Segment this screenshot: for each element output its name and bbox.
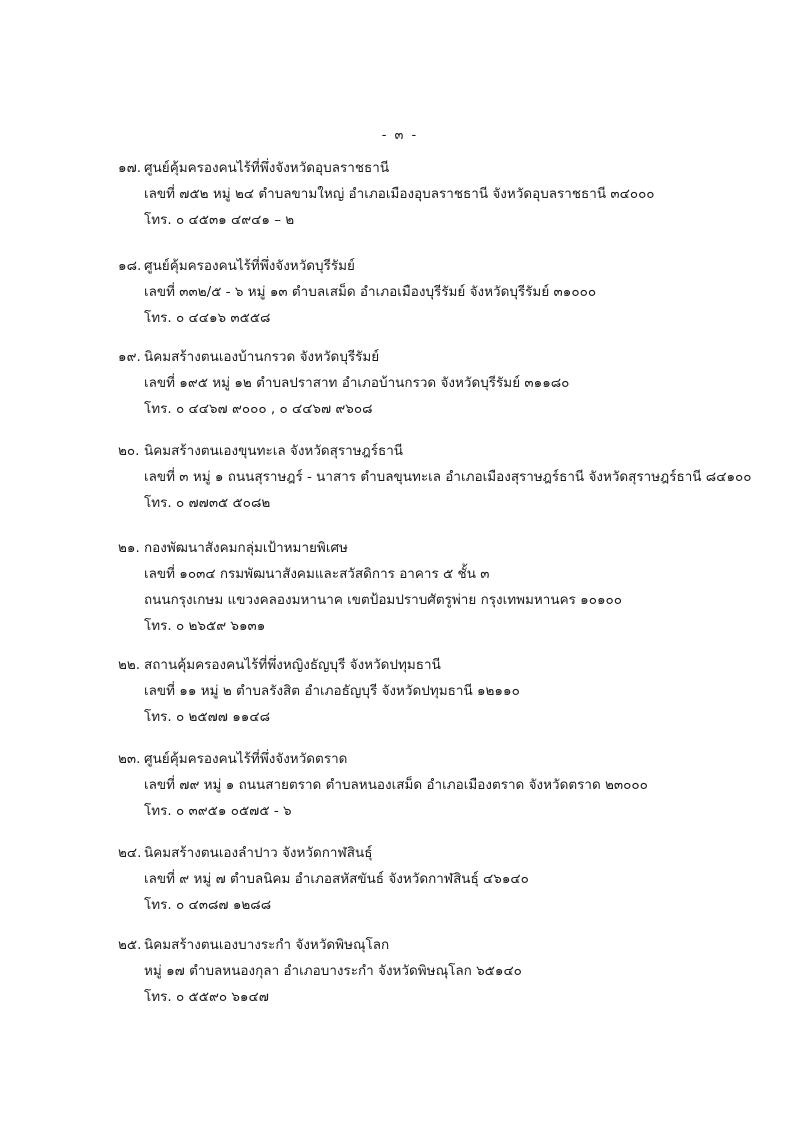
entry-19 — [118, 344, 758, 422]
entry-name: กองพัฒนาสังคมกลุ่มเป้าหมายพิเศษ — [144, 540, 348, 556]
entry-name: ศูนย์คุ้มครองคนไร้ที่พึ่งจังหวัดตราด — [144, 751, 348, 767]
entry-phone: โทร. ๐ ๒๖๕๙ ๖๑๓๑ — [144, 618, 266, 634]
entry-number: ๒๐. — [118, 443, 140, 459]
entry-address: เลขที่ ๑๐๓๔ กรมพัฒนาสังคมและสวัสดิการ อาคาร ๕ ชั้น ๓ — [144, 566, 490, 582]
entry-22 — [118, 652, 758, 730]
entry-phone: โทร. ๐ ๔๕๓๑ ๔๙๔๑ – ๒ — [144, 212, 295, 228]
entry-title — [118, 253, 758, 279]
entry-address: เลขที่ ๗๙ หมู่ ๑ ถนนสายตราด ตำบลหนองเสม็ด อำเภอเมืองตราด จังหวัดตราด ๒๓๐๐๐ — [144, 777, 648, 793]
entry-address: เลขที่ ๑๑ หมู่ ๒ ตำบลรังสิต อำเภอธัญบุรี จังหวัดปทุมธานี ๑๒๑๑๐ — [144, 683, 520, 699]
entry-name: ศูนย์คุ้มครองคนไร้ที่พึ่งจังหวัดบุรีรัมย์ — [144, 258, 355, 274]
entry-title — [118, 438, 758, 464]
entry-name: นิคมสร้างตนเองบางระกำ จังหวัดพิษณุโลก — [144, 937, 390, 953]
entry-title — [118, 535, 758, 561]
entry-title — [118, 344, 758, 370]
entry-17 — [118, 155, 758, 233]
entry-address: เลขที่ ๓๓๒/๕ - ๖ หมู่ ๑๓ ตำบลเสม็ด อำเภอเมืองบุรีรัมย์ จังหวัดบุรีรัมย์ ๓๑๐๐๐ — [144, 284, 597, 300]
entry-number: ๒๔. — [118, 845, 142, 861]
entry-address-line-2: ถนนกรุงเกษม แขวงคลองมหานาค เขตป้อมปราบศัตรูพ่าย กรุงเทพมหานคร ๑๐๑๐๐ — [144, 592, 623, 608]
entry-address: เลขที่ ๗๕๒ หมู่ ๒๔ ตำบลขามใหญ่ อำเภอเมืองอุบลราชธานี จังหวัดอุบลราชธานี ๓๔๐๐๐ — [144, 186, 655, 202]
entry-21 — [118, 535, 758, 639]
page-number: - ๓ - — [381, 128, 419, 143]
entry-phone: โทร. ๐ ๗๗๓๕ ๕๐๘๒ — [144, 495, 271, 511]
entry-title — [118, 652, 758, 678]
entry-title — [118, 840, 758, 866]
entry-address: เลขที่ ๓ หมู่ ๑ ถนนสุราษฎร์ - นาสาร ตำบลขุนทะเล อำเภอเมืองสุราษฎร์ธานี จังหวัดสุราษฎร์ธานี ๘๔๑๐๐ — [144, 469, 752, 485]
entry-number: ๑๘. — [118, 258, 142, 274]
entry-name: ศูนย์คุ้มครองคนไร้ที่พึ่งจังหวัดอุบลราชธานี — [144, 160, 390, 176]
entry-address: เลขที่ ๙ หมู่ ๗ ตำบลนิคม อำเภอสหัสขันธ์ จังหวัดกาฬสินธุ์ ๔๖๑๔๐ — [144, 871, 529, 887]
entry-number: ๑๙. — [118, 349, 141, 365]
entry-phone: โทร. ๐ ๔๓๘๗ ๑๒๘๘ — [144, 897, 272, 913]
entry-title — [118, 746, 758, 772]
entry-phone: โทร. ๐ ๔๔๑๖ ๓๕๕๘ — [144, 310, 271, 326]
entry-number: ๒๑. — [118, 540, 140, 556]
entry-number: ๒๓. — [118, 751, 141, 767]
entry-title — [118, 155, 758, 181]
entry-24 — [118, 840, 758, 918]
entry-phone: โทร. ๐ ๒๕๗๗ ๑๑๔๘ — [144, 709, 270, 725]
entry-20 — [118, 438, 758, 516]
entry-name: นิคมสร้างตนเองบ้านกรวด จังหวัดบุรีรัมย์ — [144, 349, 380, 365]
entry-name: นิคมสร้างตนเองลำปาว จังหวัดกาฬสินธุ์ — [144, 845, 373, 861]
entry-number: ๑๗. — [118, 160, 142, 176]
entry-25 — [118, 932, 758, 1010]
entry-title — [118, 932, 758, 958]
entry-name: สถานคุ้มครองคนไร้ที่พึ่งหญิงธัญบุรี จังหวัดปทุมธานี — [144, 657, 441, 673]
entry-23 — [118, 746, 758, 824]
entry-name: นิคมสร้างตนเองขุนทะเล จังหวัดสุราษฎร์ธานี — [144, 443, 403, 459]
entry-18 — [118, 253, 758, 331]
entry-address: เลขที่ ๑๙๕ หมู่ ๑๒ ตำบลปราสาท อำเภอบ้านกรวด จังหวัดบุรีรัมย์ ๓๑๑๘๐ — [144, 375, 570, 391]
entry-number: ๒๕. — [118, 937, 142, 953]
entry-phone: โทร. ๐ ๕๕๙๐ ๖๑๔๗ — [144, 989, 269, 1005]
entry-number: ๒๒. — [118, 657, 141, 673]
entry-address: หมู่ ๑๗ ตำบลหนองกุลา อำเภอบางระกำ จังหวัดพิษณุโลก ๖๕๑๔๐ — [144, 963, 522, 979]
entry-phone: โทร. ๐ ๔๔๖๗ ๙๐๐๐ , ๐ ๔๔๖๗ ๙๖๐๘ — [144, 401, 373, 417]
entry-phone: โทร. ๐ ๓๙๕๑ ๐๕๗๕ - ๖ — [144, 803, 292, 819]
